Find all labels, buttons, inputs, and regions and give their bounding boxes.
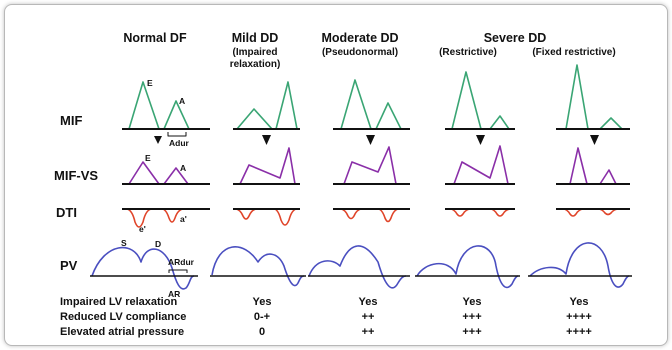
arrow-fixed xyxy=(590,135,599,145)
ardur-bracket xyxy=(169,270,187,273)
mif-restrictive xyxy=(452,72,509,129)
mif-fixed xyxy=(566,65,622,129)
pv-normal xyxy=(92,248,194,289)
finding-3-mild: 0 xyxy=(258,326,266,338)
finding-1-mild: Yes xyxy=(252,296,272,308)
label-ar: AR xyxy=(168,289,181,299)
finding-label-1: Impaired LV relaxation xyxy=(60,296,178,308)
mif-mild xyxy=(237,82,297,129)
row-label-pv: PV xyxy=(60,258,78,273)
arrow-normal xyxy=(154,136,162,144)
label-ardur: ARdur xyxy=(168,257,194,267)
mif-waveforms xyxy=(129,65,622,129)
pv-moderate xyxy=(309,246,406,288)
arrows xyxy=(154,135,599,145)
label-e-vs: E xyxy=(145,153,151,163)
finding-3-fixed: ++++ xyxy=(566,326,592,338)
header-mild-dd: Mild DD xyxy=(231,31,279,45)
header-moderate-sub: (Pseudonormal) xyxy=(321,47,399,58)
label-e: E xyxy=(147,78,153,88)
label-s: S xyxy=(121,238,127,248)
arrow-mild xyxy=(262,135,271,145)
mif-vs-waveforms xyxy=(129,146,616,184)
header-severe-dd: Severe DD xyxy=(483,31,547,45)
row-label-mif: MIF xyxy=(60,113,83,128)
row-label-mif-vs: MIF-VS xyxy=(54,168,99,183)
finding-1-fixed: Yes xyxy=(569,296,589,308)
finding-1-restrictive: Yes xyxy=(462,296,482,308)
dti-mild xyxy=(235,209,297,225)
arrow-restrictive xyxy=(476,135,485,145)
finding-2-mild: 0-+ xyxy=(253,311,271,323)
label-e-prime: e' xyxy=(139,224,146,234)
finding-3-moderate: ++ xyxy=(361,326,375,338)
pv-mild xyxy=(212,247,304,286)
finding-label-3: Elevated atrial pressure xyxy=(60,326,185,338)
mif-vs-mild xyxy=(240,148,295,184)
dti-fixed xyxy=(563,209,619,216)
row-label-dti: DTI xyxy=(56,205,77,220)
label-a-prime: a' xyxy=(180,214,187,224)
label-a: A xyxy=(179,96,186,106)
mif-vs-moderate xyxy=(344,147,396,184)
dti-restrictive xyxy=(450,209,511,216)
header-fixed-restrictive: (Fixed restrictive) xyxy=(532,47,616,58)
mif-vs-restrictive xyxy=(454,146,508,184)
dti-moderate xyxy=(340,209,399,222)
label-d: D xyxy=(155,239,162,249)
arrow-moderate xyxy=(366,135,375,145)
dti-normal xyxy=(126,209,184,227)
finding-2-restrictive: +++ xyxy=(462,311,482,323)
header-restrictive: (Restrictive) xyxy=(439,47,497,58)
finding-2-fixed: ++++ xyxy=(566,311,592,323)
header-mild-sub-2: relaxation) xyxy=(229,59,281,70)
label-a-vs: A xyxy=(180,163,187,173)
header-normal-df: Normal DF xyxy=(123,31,187,45)
pv-restrictive xyxy=(417,246,518,288)
mif-vs-fixed xyxy=(570,148,616,184)
adur-bracket xyxy=(168,132,186,136)
mif-moderate xyxy=(341,80,401,129)
finding-3-restrictive: +++ xyxy=(462,326,482,338)
finding-1-moderate: Yes xyxy=(358,296,378,308)
finding-label-2: Reduced LV compliance xyxy=(60,311,187,323)
header-moderate-dd: Moderate DD xyxy=(321,31,399,45)
finding-2-moderate: ++ xyxy=(361,311,375,323)
dti-waveforms xyxy=(126,209,619,227)
label-adur: Adur xyxy=(169,138,189,148)
header-mild-sub-1: (Impaired xyxy=(232,47,278,58)
pv-fixed xyxy=(530,243,629,287)
